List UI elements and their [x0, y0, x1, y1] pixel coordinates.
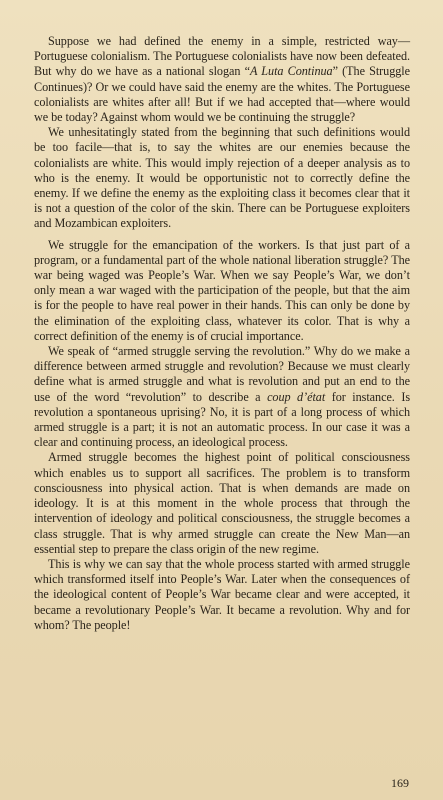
- body-text: [34, 34, 410, 633]
- text-run: Armed struggle becomes the highest point of political consciousness which enables us to support all sacrifices. The problem is to transform consciousness into physical action. That is when demands are made on ideology. It is at this moment in the whole process that through the intervention of ideology and political consciousness, the struggle becomes a class struggle. That is why armed struggle can create the New Man—an essential step to prepare the class origin of the new regime.: [34, 450, 410, 556]
- italic-text: coup d’état: [267, 389, 326, 404]
- paragraph: [34, 450, 410, 556]
- paragraph: [34, 125, 410, 231]
- italic-text: A Luta Continua: [249, 64, 333, 79]
- paragraph: [34, 557, 410, 633]
- text-run: We struggle for the emancipation of the workers. Is that just part of a program, or a fundamental part of the whole national liberation struggle? The war being waged was People’s War. When we say People’s War, we don’t only mean a war waged with the participation of the people, but that the aim is for the people to have real power in their hands. This can only be done by the elimination of the exploiting class, whatever its color. That is why a correct definition of the enemy is of crucial importance.: [34, 237, 410, 343]
- paragraph: [34, 34, 410, 125]
- page-number: 169: [391, 776, 409, 790]
- paragraph: [34, 344, 410, 450]
- text-run: We speak of “armed struggle serving the revolution.” Why do we make a difference between armed struggle and revolution? Because we must clearly define what is armed struggle and what is revolution and put an end to the use of the word “revolution” to describe a: [34, 344, 410, 404]
- text-run: This is why we can say that the whole process started with armed struggle which transformed itself into People’s War. Later when the consequences of the ideological content of People’s War became clear and were accepted, it became a revolutionary People’s War. It became a revolution. Why and for whom? The people!: [34, 556, 410, 632]
- text-run: We unhesitatingly stated from the beginning that such definitions would be too facile—that is, to say the whites are our enemies because the colonialists are white. This would imply rejection of a deeper analysis as to who is the enemy. It would be opportunistic not to correctly define the enemy. If we define the enemy as the exploiting class it becomes clear that it is not a question of the color of the skin. There can be Portuguese exploiters and Mozambican exploiters.: [34, 125, 410, 231]
- text-run: Suppose we had defined the enemy in a simple, restricted way—Portuguese colonialism. The Portuguese colonialists have now been defeated. But why do we have as a national slogan “: [34, 34, 410, 79]
- paragraph: [34, 238, 410, 344]
- text-run: for instance. Is revolution a spontaneous uprising? No, it is part of a long process of which armed struggle is a part; it is not an automatic process. In our case it was a clear and continuing process, an ideological process.: [34, 389, 411, 450]
- text-run: ” (The Struggle Continues)? Or we could have said the enemy are the whites. The Portuguese colonialists are whites after all! But if we had accepted that—where would we be today? Against whom would we be continuing the struggle?: [34, 64, 410, 125]
